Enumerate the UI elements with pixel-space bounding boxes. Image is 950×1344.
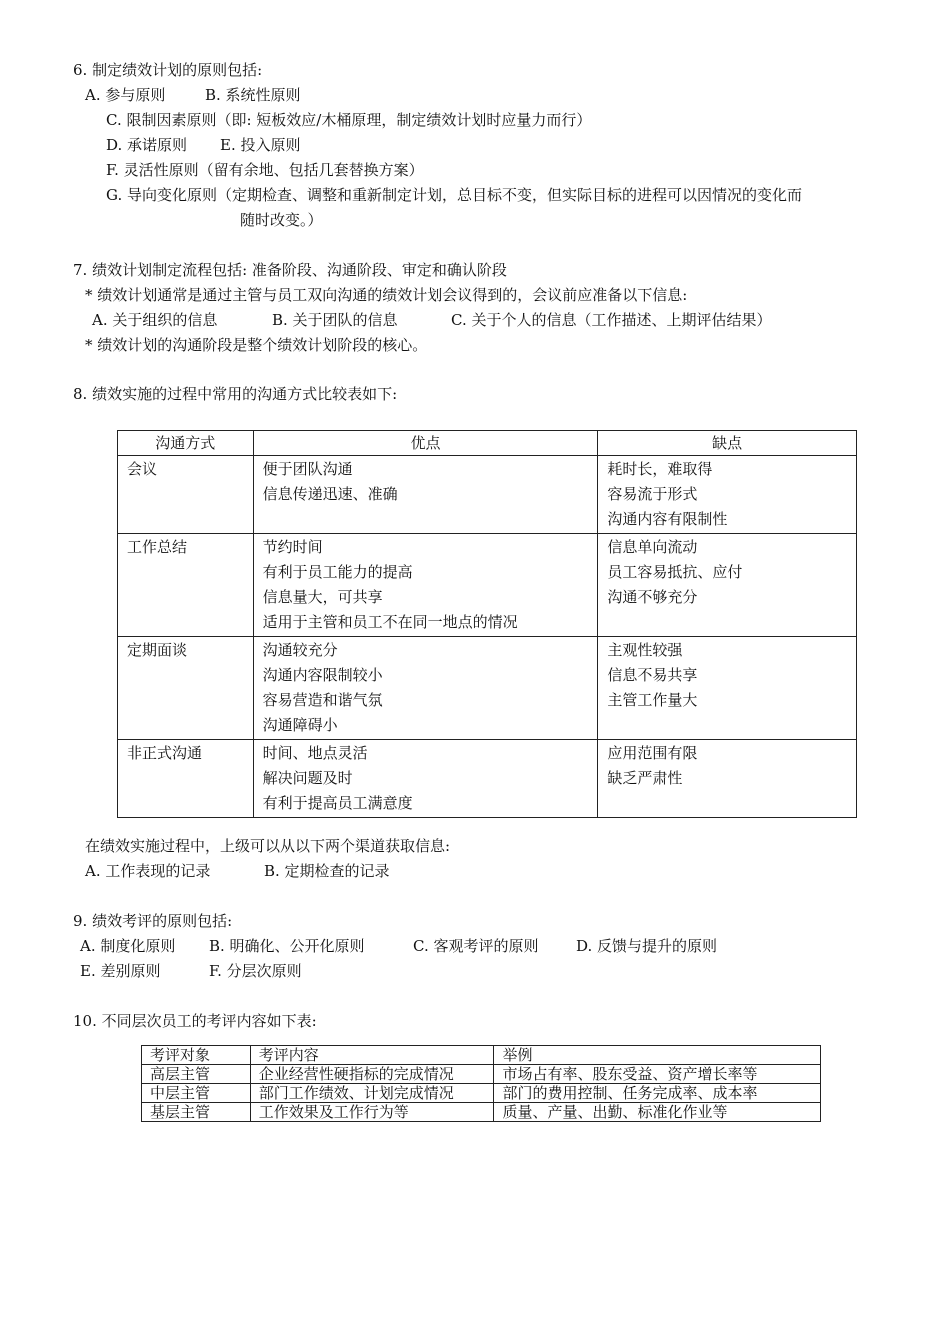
- s6-option-f: F. 灵活性原则（留有余地、包括几套替换方案）: [106, 161, 424, 179]
- section-9-title: 9. 绩效考评的原则包括:: [73, 912, 233, 930]
- pros-cell: [253, 637, 598, 740]
- pros-cell: [253, 534, 598, 637]
- cons-item: 主管工作量大: [607, 691, 698, 709]
- s6-option-d: D. 承诺原则: [106, 136, 188, 154]
- s7-option-b: B. 关于团队的信息: [272, 311, 398, 329]
- method-cell: 定期面谈: [118, 637, 254, 740]
- s7-note-2: * 绩效计划的沟通阶段是整个绩效计划阶段的核心。: [85, 336, 428, 354]
- s6-option-c: C. 限制因素原则（即: 短板效应/木桶原理，制定绩效计划时应量力而行）: [106, 111, 592, 129]
- header-pros: 优点: [253, 431, 598, 456]
- section-7-title: 7. 绩效计划制定流程包括: 准备阶段、沟通阶段、审定和确认阶段: [73, 261, 507, 279]
- s8-channel-a: A. 工作表现的记录: [85, 862, 211, 880]
- table-row: [142, 1065, 821, 1084]
- cons-item: 应用范围有限: [607, 744, 698, 762]
- table-row: [118, 456, 857, 534]
- table-header-row: [142, 1046, 821, 1065]
- s9-option-b: B. 明确化、公开化原则: [209, 937, 365, 955]
- method-cell: 工作总结: [118, 534, 254, 637]
- target-cell: 中层主管: [142, 1084, 251, 1103]
- cons-item: 员工容易抵抗、应付: [607, 563, 743, 581]
- target-cell: 高层主管: [142, 1065, 251, 1084]
- pros-item: 信息量大，可共享: [262, 588, 383, 606]
- pros-cell: [253, 456, 598, 534]
- header-target: 考评对象: [142, 1046, 251, 1065]
- cons-item: 信息不易共享: [607, 666, 698, 684]
- example-cell: 部门的费用控制、任务完成率、成本率: [494, 1084, 821, 1103]
- pros-item: 信息传递迅速、准确: [262, 485, 398, 503]
- pros-item: 解决问题及时: [262, 769, 353, 787]
- content-cell: 工作效果及工作行为等: [250, 1103, 494, 1122]
- header-example: 举例: [494, 1046, 821, 1065]
- table-row: [142, 1103, 821, 1122]
- content-cell: 部门工作绩效、计划完成情况: [250, 1084, 494, 1103]
- s6-option-e: E. 投入原则: [220, 136, 301, 154]
- cons-item: 沟通不够充分: [607, 588, 698, 606]
- section-8-title: 8. 绩效实施的过程中常用的沟通方式比较表如下:: [73, 385, 398, 403]
- example-cell: 市场占有率、股东受益、资产增长率等: [494, 1065, 821, 1084]
- cons-item: 耗时长，难取得: [607, 460, 713, 478]
- cons-cell: [598, 456, 857, 534]
- pros-item: 适用于主管和员工不在同一地点的情况: [262, 613, 518, 631]
- table-header-row: [118, 431, 857, 456]
- s9-option-d: D. 反馈与提升的原则: [576, 937, 718, 955]
- section-10-title: 10. 不同层次员工的考评内容如下表:: [73, 1012, 317, 1030]
- s7-note-1: * 绩效计划通常是通过主管与员工双向沟通的绩效计划会议得到的，会议前应准备以下信息:: [85, 286, 688, 304]
- header-content: 考评内容: [250, 1046, 494, 1065]
- cons-cell: [598, 637, 857, 740]
- s6-option-g-cont: 随时改变。）: [240, 211, 323, 229]
- content-cell: 企业经营性硬指标的完成情况: [250, 1065, 494, 1084]
- pros-item: 便于团队沟通: [262, 460, 353, 478]
- s9-option-c: C. 客观考评的原则: [413, 937, 539, 955]
- s9-option-a: A. 制度化原则: [80, 937, 176, 955]
- s8-channel-b: B. 定期检查的记录: [264, 862, 390, 880]
- section-6-title: 6. 制定绩效计划的原则包括:: [73, 61, 263, 79]
- s7-option-a: A. 关于组织的信息: [92, 311, 218, 329]
- table-row: [118, 740, 857, 818]
- evaluation-content-table: [141, 1045, 821, 1122]
- s6-option-a: A. 参与原则: [85, 86, 166, 104]
- pros-item: 沟通内容限制较小: [262, 666, 383, 684]
- cons-item: 缺乏严肃性: [607, 769, 683, 787]
- s9-option-e: E. 差别原则: [80, 962, 161, 980]
- cons-cell: [598, 534, 857, 637]
- communication-methods-table: [117, 430, 857, 818]
- cons-item: 容易流于形式: [607, 485, 698, 503]
- header-cons: 缺点: [598, 431, 857, 456]
- target-cell: 基层主管: [142, 1103, 251, 1122]
- table-row: [142, 1084, 821, 1103]
- pros-item: 有利于员工能力的提高: [262, 563, 413, 581]
- method-cell: 会议: [118, 456, 254, 534]
- table-row: [118, 534, 857, 637]
- pros-item: 容易营造和谐气氛: [262, 691, 383, 709]
- example-cell: 质量、产量、出勤、标准化作业等: [494, 1103, 821, 1122]
- pros-item: 节约时间: [262, 538, 323, 556]
- table-row: [118, 637, 857, 740]
- s6-option-b: B. 系统性原则: [205, 86, 301, 104]
- method-cell: 非正式沟通: [118, 740, 254, 818]
- s9-option-f: F. 分层次原则: [209, 962, 302, 980]
- s7-option-c: C. 关于个人的信息（工作描述、上期评估结果）: [451, 311, 772, 329]
- cons-cell: [598, 740, 857, 818]
- pros-item: 有利于提高员工满意度: [262, 794, 413, 812]
- pros-cell: [253, 740, 598, 818]
- s8-channels-intro: 在绩效实施过程中，上级可以从以下两个渠道获取信息:: [85, 837, 451, 855]
- cons-item: 沟通内容有限制性: [607, 510, 728, 528]
- header-method: 沟通方式: [118, 431, 254, 456]
- pros-item: 时间、地点灵活: [262, 744, 368, 762]
- pros-item: 沟通障碍小: [262, 716, 338, 734]
- s6-option-g: G. 导向变化原则（定期检查、调整和重新制定计划，总目标不变，但实际目标的进程可以因情况的变化而: [106, 186, 802, 204]
- pros-item: 沟通较充分: [262, 641, 338, 659]
- cons-item: 主观性较强: [607, 641, 683, 659]
- cons-item: 信息单向流动: [607, 538, 698, 556]
